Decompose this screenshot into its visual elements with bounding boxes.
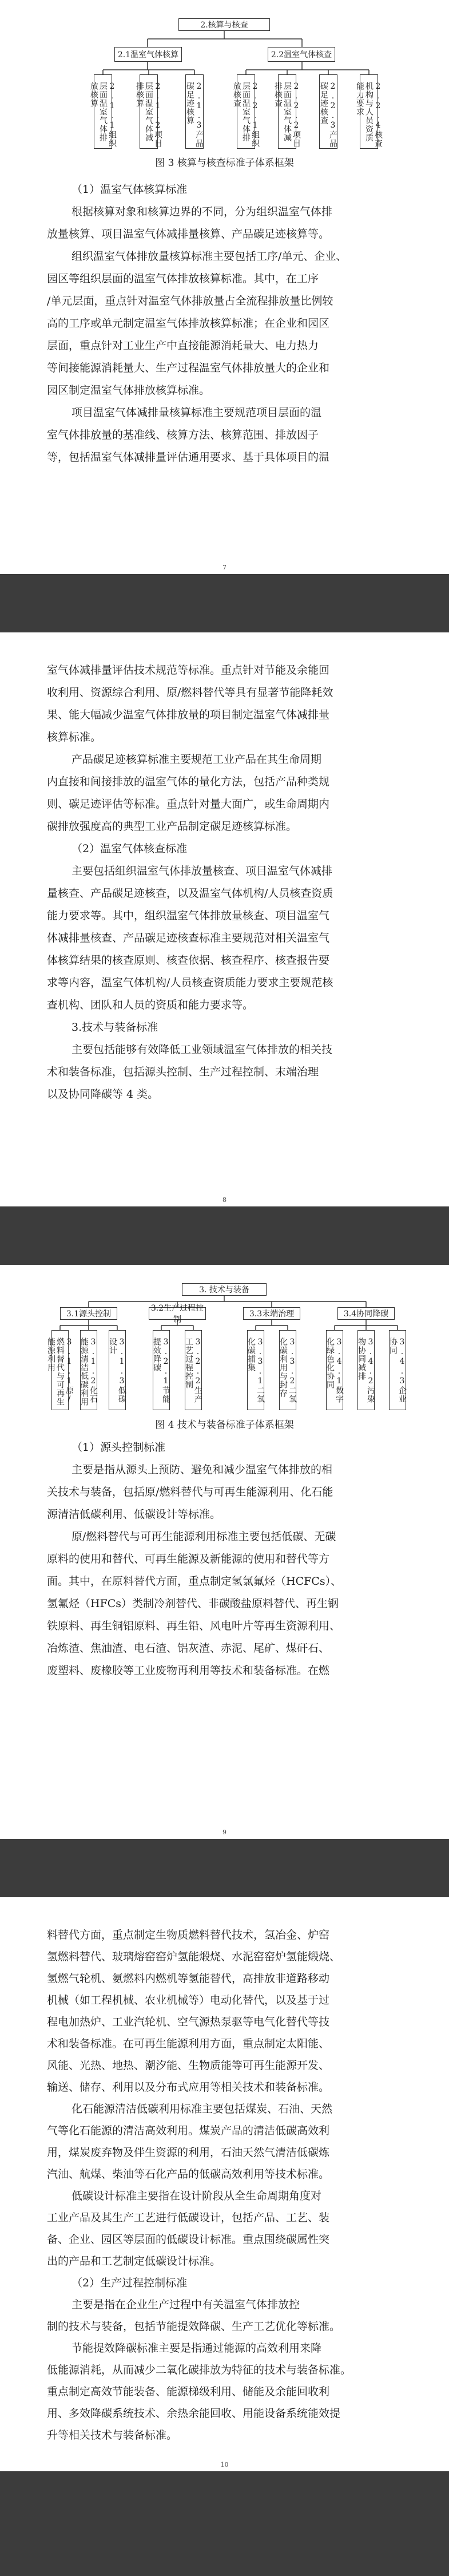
document-page-2: [0, 632, 449, 1206]
body-line: 原料的使用和替代、可再生能源及新能源的使用和替代等方: [47, 1553, 330, 1565]
body-line: 气等化石能源的清洁高效利用。煤炭产品的清洁低碳高效利: [47, 2124, 330, 2137]
body-line: 室气体排放量的基准线、核算方法、核算范围、排放因子: [47, 429, 319, 441]
diagram-leaf-3-4-1: 3.4.1数字化绿色化协同: [326, 1330, 343, 1410]
body-line: 术和装备标准。在可再生能源利用方面，重点制定太阳能、: [47, 2037, 330, 2050]
body-line: 体核算结果的核查原则、核查依据、核查程序、核查报告要: [47, 954, 330, 967]
diagram-leaf-2-1-1: 2.1.1组织层面温室气体排放核算: [94, 74, 112, 149]
body-line: 用，煤炭废弃物及伴生资源的利用，石油天然气清洁低碳炼: [47, 2146, 330, 2159]
diagram-node-3-4: 3.4协同降碳: [337, 1307, 395, 1320]
body-line: 工业产品及其生产工艺进行低碳设计，包括产品、工艺、装: [47, 2211, 330, 2224]
diagram-leaf-3-4-2: 3.4.2污染物协同减排: [357, 1330, 375, 1410]
diagram-leaf-2-1-3: 2.1.3产品碳足迹核算: [185, 74, 204, 149]
body-line: 重点制定高效节能装备、能源梯级利用、储能及余能回收利: [47, 2385, 330, 2398]
body-line: 备、企业、园区等层面的低碳设计标准。重点围绕碳属性突: [47, 2233, 330, 2246]
body-line: 层面，重点针对工业生产中直接能源消耗量大、电力热力: [47, 339, 319, 352]
body-line: 等间接能源消耗量大、生产过程温室气体排放量大的企业和: [47, 362, 330, 374]
document-page-4: [0, 1897, 449, 2471]
body-line: 铁原料、再生铜铝原料、再生铅、风电叶片等再生资源利用、: [47, 1620, 341, 1632]
diagram-leaf-2-1-2: 2.1.2项目层面温室气体减排核算: [140, 74, 158, 149]
body-line: 主要是指在企业生产过程中有关温室气体排放控: [71, 2298, 300, 2311]
section-heading: 3.技术与装备标准: [71, 1021, 158, 1034]
body-line: 废塑料、废橡胶等工业废物再利用等技术和装备标准。在燃: [47, 1664, 330, 1677]
body-line: 产品碳足迹核算标准主要规范工业产品在其生命周期: [71, 753, 322, 766]
body-line: 主要包括能够有效降低工业领域温室气体排放的相关技: [71, 1043, 333, 1056]
body-line: 氢燃料替代、玻璃熔窑窑炉氢能煅烧、水泥窑窑炉氢能煅烧、: [47, 1950, 341, 1963]
body-line: 根据核算对象和核算边界的不同，分为组织温室气体排: [71, 205, 333, 218]
body-line: 输送、储存、利用以及分布式应用等相关技术和装备标准。: [47, 2081, 330, 2094]
document-page-3: [0, 1265, 449, 1839]
diagram-leaf-2-2-2: 2.2.2项目层面温室气体减排核查: [278, 74, 296, 149]
diagram-leaf-3-3-1: 3.3.1二氧化碳捕集: [247, 1330, 264, 1410]
body-line: 料替代方面，重点制定生物质燃料替代技术，氢冶金、炉窑: [47, 1929, 330, 1941]
body-line: 室气体减排量评估技术规范等标准。重点针对节能及余能回: [47, 664, 330, 676]
body-line: 果、能大幅减少温室气体排放量的项目制定温室气体减排量: [47, 709, 330, 721]
body-line: 则、碳足迹评估等标准。重点针对量大面广，或生命周期内: [47, 798, 330, 810]
diagram-leaf-3-2-2: 3.2.2生产工艺过程控制: [185, 1330, 202, 1410]
body-line: 风能、光热、地热、潮汐能、生物质能等可再生能源开发、: [47, 2059, 330, 2072]
body-line: 以及协同降碳等 4 类。: [47, 1088, 159, 1101]
body-line: 查机构、团队和人员的资质和能力要求等。: [47, 999, 254, 1011]
body-line: 程电加热炉、工业汽轮机、空气源热泵驱等电气化替代等技: [47, 2016, 330, 2028]
section-heading: （2）生产过程控制标准: [71, 2277, 188, 2289]
diagram-root-box: 3. 技术与装备: [182, 1283, 267, 1296]
diagram-leaf-2-2-1: 2.2.1组织层面温室气体排放核查: [237, 74, 255, 149]
diagram-leaf-3-1-3: 3.1.3低碳设计: [109, 1330, 126, 1410]
diagram-leaf-2-2-4: 2.2.4核查机构与人员资质能力要求: [360, 74, 378, 149]
body-line: 求等内容，温室气体机构/人员核查资质能力要求主要规范核: [47, 976, 333, 989]
body-line: 原/燃料替代与可再生能源利用标准主要包括低碳、无碳: [71, 1530, 336, 1543]
figure-caption: 图 3 核算与核查标准子体系框架: [155, 157, 294, 169]
diagram-node-2-2: 2.2温室气体核查: [268, 47, 335, 62]
diagram-node-3-3: 3.3末端治理: [243, 1307, 300, 1320]
body-line: 出的产品和工艺制定低碳设计标准。: [47, 2255, 221, 2268]
body-line: 收利用、资源综合利用、原/燃料替代等具有显著节能降耗效: [47, 686, 333, 699]
body-line: 氢燃气轮机、氨燃料内燃机等氢能替代，高排放非道路移动: [47, 1972, 330, 1985]
body-line: 氢氟烃（HFCs）类制冷剂替代、非碳酸盐原料替代、再生钢: [47, 1597, 339, 1610]
body-line: 化石能源清洁低碳利用标准主要包括煤炭、石油、天然: [71, 2103, 333, 2115]
body-line: 低碳设计标准主要指在设计阶段从全生命周期角度对: [71, 2190, 322, 2202]
body-line: 体减排量核查、产品碳足迹核查标准主要规范对相关温室气: [47, 932, 330, 944]
document-page-1: [0, 0, 449, 574]
body-line: 面。其中，在原料替代方面，重点制定氢氯氟烃（HCFCs）、: [47, 1575, 342, 1588]
page-number: 9: [222, 1829, 227, 1836]
body-line: 用、多效降碳系统技术、余热余能回收、用能设备系统能效提: [47, 2407, 341, 2420]
diagram-node-3-2: 3.2生产过程控制: [149, 1307, 206, 1320]
body-line: /单元层面，重点针对温室气体排放量占全流程排放量比例较: [47, 295, 333, 307]
section-heading: （2）温室气体核查标准: [71, 842, 188, 855]
body-line: 主要包括组织温室气体排放量核查、项目温室气体减排: [71, 865, 333, 877]
body-line: 等，包括温室气体减排量评估通用要求、基于具体项目的温: [47, 451, 330, 464]
body-line: 冶炼渣、焦油渣、电石渣、铝灰渣、赤泥、尾矿、煤矸石、: [47, 1642, 330, 1655]
diagram-leaf-3-1-2: 3.1.2化石能源清洁低碳利用: [80, 1330, 97, 1410]
section-heading: （1）源头控制标准: [71, 1441, 166, 1454]
page-number: 7: [222, 564, 227, 571]
body-line: 术和装备标准，包括源头控制、生产过程控制、末端治理: [47, 1066, 319, 1078]
diagram-leaf-3-1-1: 3.1.1原/燃料替代与可再生能源利用: [51, 1330, 69, 1410]
body-line: 主要是指从源头上预防、避免和减少温室气体排放的相: [71, 1463, 333, 1476]
body-line: 放量核算、项目温室气体减排量核算、产品碳足迹核算等。: [47, 228, 330, 240]
body-line: 高的工序或单元制定温室气体排放核算标准；在企业和园区: [47, 317, 330, 330]
page-number: 8: [222, 1196, 227, 1204]
diagram-node-3-1: 3.1源头控制: [60, 1307, 117, 1320]
diagram-leaf-3-2-1: 3.2.1节能提效降碳: [153, 1330, 170, 1410]
body-line: 升等相关技术与装备标准。: [47, 2429, 178, 2442]
diagram-root-box: 2.核算与核查: [178, 18, 270, 31]
body-line: 园区等组织层面的温室气体排放核算标准。其中，在工序: [47, 272, 319, 285]
body-line: 核算标准。: [47, 731, 102, 743]
section-heading: （1）温室气体核算标准: [71, 183, 188, 196]
figure-caption: 图 4 技术与装备标准子体系框架: [155, 1419, 294, 1431]
body-line: 项目温室气体减排量核算标准主要规范项目层面的温: [71, 406, 322, 419]
body-line: 碳排放强度高的典型工业产品制定碳足迹核算标准。: [47, 820, 297, 833]
body-line: 关技术与装备，包括原/燃料替代与可再生能源利用、化石能: [47, 1486, 333, 1498]
body-line: 园区制定温室气体排放核算标准。: [47, 384, 210, 397]
body-line: 源清洁低碳利用、低碳设计等标准。: [47, 1508, 221, 1521]
page-number: 10: [220, 2461, 229, 2468]
body-line: 内直接和间接排放的温室气体的量化方法，包括产品种类规: [47, 775, 330, 788]
body-line: 组织温室气体排放量核算标准主要包括工序/单元、企业、: [71, 250, 347, 263]
diagram-node-2-1: 2.1温室气体核算: [114, 47, 182, 62]
body-line: 机械（如工程机械、农业机械等）电动化替代，以及基于过: [47, 1994, 330, 2007]
body-line: 量核查、产品碳足迹核查，以及温室气体机构/人员核查资质: [47, 887, 333, 900]
diagram-leaf-2-2-3: 2.2.3产品碳足迹核查: [319, 74, 337, 149]
diagram-leaf-3-4-3: 3.4.3企业协同: [389, 1330, 406, 1410]
body-line: 低能源消耗，从而减少二氧化碳排放为特征的技术与装备标准。: [47, 2364, 352, 2376]
body-line: 制的技术与装备，包括节能提效降碳、生产工艺优化等标准。: [47, 2320, 341, 2333]
diagram-leaf-3-3-2: 3.3.2二氧化碳利用与封存: [279, 1330, 296, 1410]
body-line: 汽油、航煤、柴油等石化产品的低碳高效利用等技术标准。: [47, 2168, 330, 2181]
body-line: 能力要求等。其中，组织温室气体排放量核查、项目温室气: [47, 909, 330, 922]
body-line: 节能提效降碳标准主要是指通过能源的高效利用来降: [71, 2342, 322, 2355]
